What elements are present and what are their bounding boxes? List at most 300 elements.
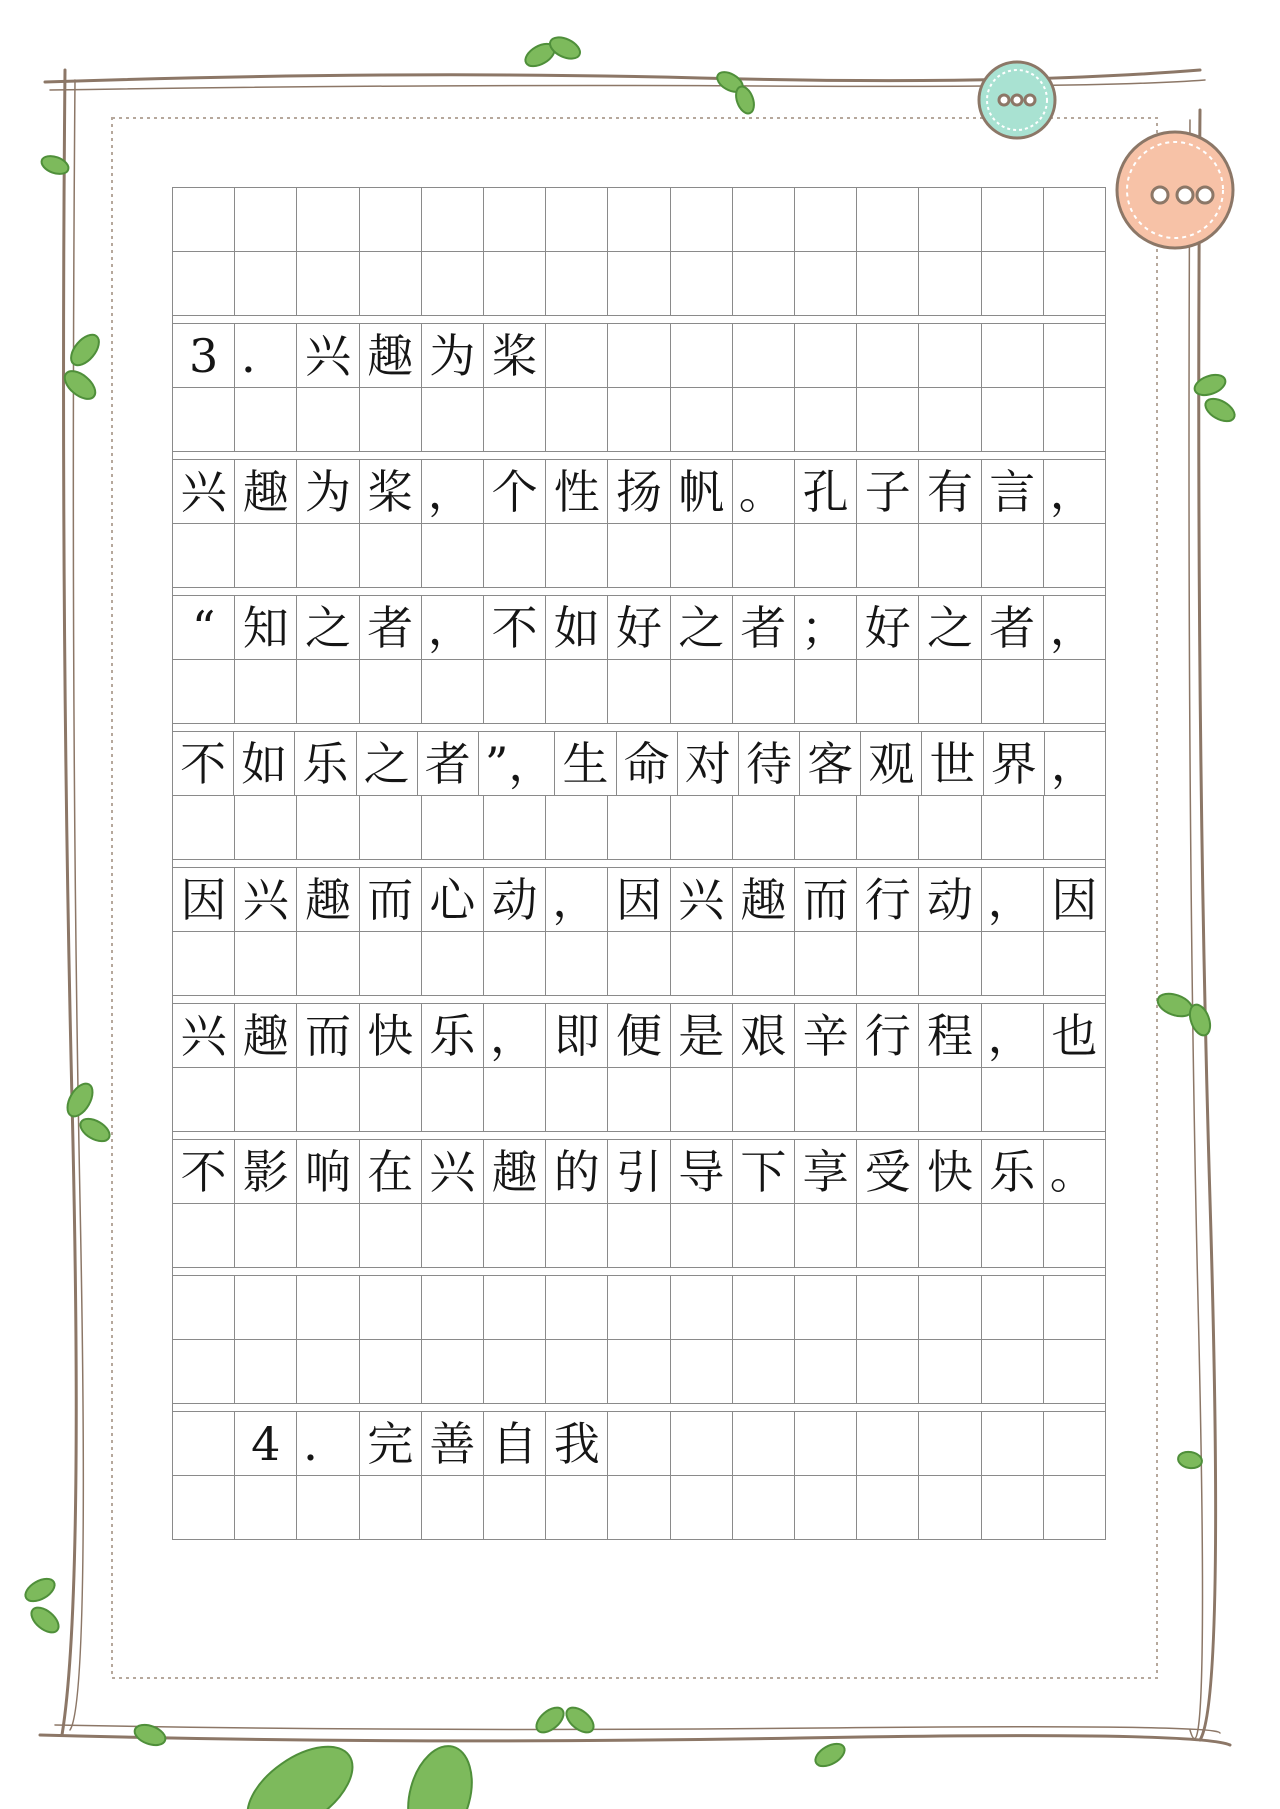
grid-cell: 也	[1044, 1004, 1106, 1067]
grid-cell: 者	[418, 732, 479, 795]
grid-cell: 者	[982, 596, 1044, 659]
grid-cell: 。	[1044, 1140, 1106, 1203]
grid-cell: 言	[982, 460, 1044, 523]
grid-cell: ．	[297, 1412, 359, 1475]
grid-cell	[733, 660, 795, 723]
grid-cell	[733, 324, 795, 387]
grid-cell	[919, 1340, 981, 1403]
grid-cell: 心	[422, 868, 484, 931]
grid-cell: 响	[297, 1140, 359, 1203]
grid-cell	[546, 796, 608, 859]
grid-cell	[857, 1412, 919, 1475]
grid-cell	[733, 388, 795, 451]
grid-cell	[173, 1476, 235, 1539]
blank-row	[172, 1067, 1106, 1132]
grid-cell	[173, 252, 235, 315]
grid-cell: 在	[360, 1140, 422, 1203]
grid-cell	[235, 660, 297, 723]
grid-cell	[982, 252, 1044, 315]
grid-cell	[919, 660, 981, 723]
grid-cell: 界	[984, 732, 1045, 795]
grid-cell	[235, 188, 297, 251]
grid-cell	[484, 524, 546, 587]
blank-row	[172, 931, 1106, 996]
grid-cell	[1044, 660, 1106, 723]
grid-cell: 为	[297, 460, 359, 523]
grid-cell	[795, 932, 857, 995]
grid-cell: 待	[739, 732, 800, 795]
grid-cell	[297, 1204, 359, 1267]
grid-cell	[919, 932, 981, 995]
grid-cell	[919, 1276, 981, 1339]
grid-cell	[546, 388, 608, 451]
grid-cell: 因	[173, 868, 235, 931]
grid-cell: 乐	[295, 732, 356, 795]
blank-row	[172, 1339, 1106, 1404]
grid-cell	[608, 524, 670, 587]
writing-row	[172, 459, 1106, 523]
grid-cell	[982, 524, 1044, 587]
grid-cell: 桨	[360, 460, 422, 523]
grid-cell: 孔	[795, 460, 857, 523]
grid-cell	[1044, 1476, 1106, 1539]
grid-cell	[360, 660, 422, 723]
grid-cell	[733, 524, 795, 587]
grid-cell	[297, 1340, 359, 1403]
grid-cell	[795, 796, 857, 859]
grid-cell: 生	[555, 732, 616, 795]
grid-cell	[422, 932, 484, 995]
grid-cell	[360, 1340, 422, 1403]
grid-cell: 。	[733, 460, 795, 523]
grid-cell	[173, 388, 235, 451]
grid-cell	[484, 1276, 546, 1339]
grid-cell	[982, 932, 1044, 995]
grid-cell	[484, 252, 546, 315]
grid-cell: ，	[1044, 460, 1106, 523]
grid-cell: 程	[919, 1004, 981, 1067]
grid-cell	[546, 1340, 608, 1403]
grid-cell	[608, 252, 670, 315]
grid-cell	[857, 524, 919, 587]
grid-cell: ，	[982, 1004, 1044, 1067]
grid-cell	[857, 388, 919, 451]
grid-cell: ，	[982, 868, 1044, 931]
grid-cell	[173, 796, 235, 859]
grid-cell: “	[173, 596, 235, 659]
grid-cell	[546, 1476, 608, 1539]
grid-cell	[360, 388, 422, 451]
grid-cell	[857, 1068, 919, 1131]
grid-cell	[671, 524, 733, 587]
grid-cell	[982, 1276, 1044, 1339]
grid-cell	[608, 1204, 670, 1267]
grid-cell	[608, 188, 670, 251]
grid-cell	[173, 1276, 235, 1339]
grid-cell	[1044, 252, 1106, 315]
grid-cell	[297, 388, 359, 451]
grid-cell	[919, 1068, 981, 1131]
grid-cell: 兴	[422, 1140, 484, 1203]
grid-cell: 兴	[297, 324, 359, 387]
grid-cell	[608, 1068, 670, 1131]
grid-cell	[671, 188, 733, 251]
grid-cell	[982, 1476, 1044, 1539]
grid-cell	[671, 1204, 733, 1267]
grid-cell	[235, 1204, 297, 1267]
grid-cell	[422, 1276, 484, 1339]
writing-row	[172, 1275, 1106, 1339]
grid-cell	[422, 1068, 484, 1131]
grid-cell	[297, 524, 359, 587]
grid-cell	[919, 796, 981, 859]
grid-cell: 因	[1044, 868, 1106, 931]
grid-cell	[1044, 1412, 1106, 1475]
grid-cell	[671, 324, 733, 387]
grid-cell: 便	[608, 1004, 670, 1067]
grid-cell: 之	[297, 596, 359, 659]
grid-cell	[484, 1340, 546, 1403]
grid-cell: 趣	[235, 460, 297, 523]
grid-cell: ；	[795, 596, 857, 659]
grid-cell	[795, 1068, 857, 1131]
grid-cell	[484, 388, 546, 451]
grid-cell: 3	[173, 324, 235, 387]
blank-row	[172, 1475, 1106, 1540]
writing-row	[172, 187, 1106, 251]
grid-cell	[919, 524, 981, 587]
grid-cell	[484, 1204, 546, 1267]
grid-cell	[671, 796, 733, 859]
grid-cell	[297, 660, 359, 723]
grid-cell: 趣	[484, 1140, 546, 1203]
writing-row	[172, 595, 1106, 659]
grid-cell: 享	[795, 1140, 857, 1203]
grid-cell	[982, 660, 1044, 723]
grid-cell	[857, 932, 919, 995]
grid-cell: 不	[484, 596, 546, 659]
grid-cell	[297, 932, 359, 995]
grid-cell	[484, 188, 546, 251]
grid-cell	[235, 252, 297, 315]
grid-cell	[608, 796, 670, 859]
grid-cell	[733, 932, 795, 995]
grid-cell	[360, 1476, 422, 1539]
grid-cell	[982, 324, 1044, 387]
grid-cell	[422, 524, 484, 587]
grid-cell: 性	[546, 460, 608, 523]
blank-row	[172, 251, 1106, 316]
grid-cell	[919, 1204, 981, 1267]
grid-cell: 兴	[173, 1004, 235, 1067]
grid-cell	[982, 1412, 1044, 1475]
grid-cell: ，	[546, 868, 608, 931]
grid-cell	[795, 1412, 857, 1475]
writing-grid	[172, 187, 1106, 1537]
grid-cell: 世	[922, 732, 983, 795]
grid-cell: 自	[484, 1412, 546, 1475]
grid-cell: 者	[733, 596, 795, 659]
grid-cell	[297, 1476, 359, 1539]
grid-cell	[919, 388, 981, 451]
grid-cell	[360, 1276, 422, 1339]
grid-cell: 观	[861, 732, 922, 795]
grid-cell	[795, 252, 857, 315]
grid-cell: 而	[297, 1004, 359, 1067]
grid-cell	[1044, 796, 1106, 859]
grid-cell	[360, 1068, 422, 1131]
grid-cell	[919, 188, 981, 251]
grid-cell: 趣	[733, 868, 795, 931]
grid-cell	[733, 1276, 795, 1339]
grid-cell: 导	[671, 1140, 733, 1203]
grid-cell: 是	[671, 1004, 733, 1067]
grid-cell	[422, 796, 484, 859]
grid-cell	[733, 1412, 795, 1475]
grid-cell: 之	[357, 732, 418, 795]
grid-cell	[608, 932, 670, 995]
grid-cell: 下	[733, 1140, 795, 1203]
grid-cell: 之	[919, 596, 981, 659]
grid-cell	[235, 1476, 297, 1539]
grid-cell: 4	[235, 1412, 297, 1475]
grid-cell: 好	[857, 596, 919, 659]
grid-band	[172, 1003, 1106, 1129]
grid-cell	[360, 524, 422, 587]
grid-cell: ．	[235, 324, 297, 387]
grid-cell	[919, 1476, 981, 1539]
grid-cell	[733, 1340, 795, 1403]
grid-cell	[484, 1476, 546, 1539]
grid-cell	[422, 1476, 484, 1539]
grid-cell	[1044, 1276, 1106, 1339]
grid-cell	[857, 796, 919, 859]
blank-row	[172, 659, 1106, 724]
grid-cell: 兴	[671, 868, 733, 931]
grid-cell	[422, 252, 484, 315]
grid-cell	[857, 252, 919, 315]
grid-cell	[484, 796, 546, 859]
grid-cell	[173, 932, 235, 995]
grid-cell: ，	[422, 460, 484, 523]
grid-cell	[857, 188, 919, 251]
grid-cell	[173, 1204, 235, 1267]
grid-cell	[1044, 388, 1106, 451]
grid-cell	[608, 1276, 670, 1339]
grid-cell: 受	[857, 1140, 919, 1203]
grid-cell: ，	[1045, 732, 1106, 795]
blank-row	[172, 523, 1106, 588]
grid-cell	[795, 1340, 857, 1403]
grid-cell	[857, 660, 919, 723]
grid-cell	[173, 1068, 235, 1131]
grid-cell: 而	[360, 868, 422, 931]
grid-cell	[546, 932, 608, 995]
grid-cell	[919, 324, 981, 387]
blank-row	[172, 1203, 1106, 1268]
grid-cell	[608, 1412, 670, 1475]
grid-cell: 动	[919, 868, 981, 931]
grid-cell	[546, 188, 608, 251]
grid-cell	[360, 188, 422, 251]
grid-cell: 客	[800, 732, 861, 795]
grid-cell: 趣	[297, 868, 359, 931]
grid-cell: 知	[235, 596, 297, 659]
grid-cell	[422, 1340, 484, 1403]
grid-cell	[546, 1068, 608, 1131]
grid-cell: 影	[235, 1140, 297, 1203]
grid-cell	[484, 1068, 546, 1131]
grid-cell: 善	[422, 1412, 484, 1475]
writing-row	[172, 323, 1106, 387]
grid-band	[172, 595, 1106, 721]
grid-cell	[857, 1476, 919, 1539]
grid-cell: 扬	[608, 460, 670, 523]
grid-cell	[173, 1340, 235, 1403]
grid-cell	[1044, 1340, 1106, 1403]
grid-cell	[546, 252, 608, 315]
grid-cell	[795, 1276, 857, 1339]
writing-row	[172, 731, 1106, 795]
grid-cell: 而	[795, 868, 857, 931]
grid-cell	[1044, 932, 1106, 995]
grid-cell	[733, 188, 795, 251]
grid-band	[172, 1139, 1106, 1265]
grid-cell: 兴	[235, 868, 297, 931]
grid-cell	[360, 796, 422, 859]
writing-row	[172, 867, 1106, 931]
grid-cell: 引	[608, 1140, 670, 1203]
grid-band	[172, 323, 1106, 449]
grid-cell	[671, 388, 733, 451]
grid-cell	[422, 660, 484, 723]
grid-cell	[733, 1204, 795, 1267]
grid-cell	[733, 796, 795, 859]
grid-cell	[982, 388, 1044, 451]
grid-cell: 为	[422, 324, 484, 387]
grid-cell	[982, 1204, 1044, 1267]
grid-cell	[795, 188, 857, 251]
grid-cell: 行	[857, 1004, 919, 1067]
grid-cell: 之	[671, 596, 733, 659]
grid-cell	[733, 1068, 795, 1131]
grid-cell: 不	[173, 1140, 235, 1203]
grid-cell: 子	[857, 460, 919, 523]
grid-cell	[360, 252, 422, 315]
grid-cell: 桨	[484, 324, 546, 387]
grid-cell: 不	[173, 732, 234, 795]
grid-cell	[671, 1412, 733, 1475]
grid-cell	[422, 188, 484, 251]
grid-cell	[795, 324, 857, 387]
grid-cell	[484, 660, 546, 723]
grid-cell: 个	[484, 460, 546, 523]
grid-band	[172, 459, 1106, 585]
grid-cell	[795, 660, 857, 723]
grid-cell: 乐	[422, 1004, 484, 1067]
grid-cell: 因	[608, 868, 670, 931]
grid-cell: 者	[360, 596, 422, 659]
grid-cell: 艰	[733, 1004, 795, 1067]
grid-cell	[235, 524, 297, 587]
writing-row	[172, 1003, 1106, 1067]
grid-cell	[546, 1276, 608, 1339]
grid-cell	[297, 188, 359, 251]
grid-cell	[857, 1276, 919, 1339]
grid-cell	[297, 1276, 359, 1339]
grid-cell	[982, 796, 1044, 859]
grid-cell: 乐	[982, 1140, 1044, 1203]
grid-cell	[608, 660, 670, 723]
grid-cell	[608, 388, 670, 451]
grid-cell	[671, 932, 733, 995]
grid-cell	[608, 1340, 670, 1403]
grid-cell	[733, 1476, 795, 1539]
writing-row	[172, 1139, 1106, 1203]
grid-cell	[546, 324, 608, 387]
grid-cell	[546, 524, 608, 587]
grid-cell	[235, 388, 297, 451]
grid-cell	[982, 188, 1044, 251]
grid-cell: 帆	[671, 460, 733, 523]
grid-cell: 命	[617, 732, 678, 795]
grid-cell	[235, 1340, 297, 1403]
grid-cell	[795, 1204, 857, 1267]
grid-cell: 兴	[173, 460, 235, 523]
grid-cell	[857, 1204, 919, 1267]
grid-cell	[173, 188, 235, 251]
grid-cell	[422, 1204, 484, 1267]
grid-cell	[671, 660, 733, 723]
grid-cell	[297, 252, 359, 315]
grid-cell	[173, 660, 235, 723]
grid-cell: ，	[484, 1004, 546, 1067]
grid-cell: 行	[857, 868, 919, 931]
grid-cell: 有	[919, 460, 981, 523]
grid-cell: 快	[360, 1004, 422, 1067]
grid-cell	[360, 932, 422, 995]
grid-cell	[608, 324, 670, 387]
grid-band	[172, 867, 1106, 993]
grid-cell: 完	[360, 1412, 422, 1475]
grid-cell	[235, 1276, 297, 1339]
grid-cell: 的	[546, 1140, 608, 1203]
grid-cell: 如	[234, 732, 295, 795]
grid-cell	[608, 1476, 670, 1539]
grid-cell	[484, 932, 546, 995]
grid-cell: 动	[484, 868, 546, 931]
grid-cell	[297, 1068, 359, 1131]
grid-cell: 对	[678, 732, 739, 795]
grid-cell: 即	[546, 1004, 608, 1067]
grid-cell	[546, 660, 608, 723]
grid-cell	[857, 1340, 919, 1403]
grid-cell	[795, 388, 857, 451]
grid-cell	[671, 1068, 733, 1131]
grid-cell	[235, 932, 297, 995]
grid-cell	[235, 1068, 297, 1131]
grid-cell: 好	[608, 596, 670, 659]
grid-cell	[671, 1276, 733, 1339]
grid-cell	[297, 796, 359, 859]
grid-cell	[919, 1412, 981, 1475]
grid-band	[172, 1275, 1106, 1401]
grid-cell: 我	[546, 1412, 608, 1475]
grid-cell: ，	[1044, 596, 1106, 659]
grid-cell	[1044, 524, 1106, 587]
grid-cell	[235, 796, 297, 859]
grid-cell	[422, 388, 484, 451]
